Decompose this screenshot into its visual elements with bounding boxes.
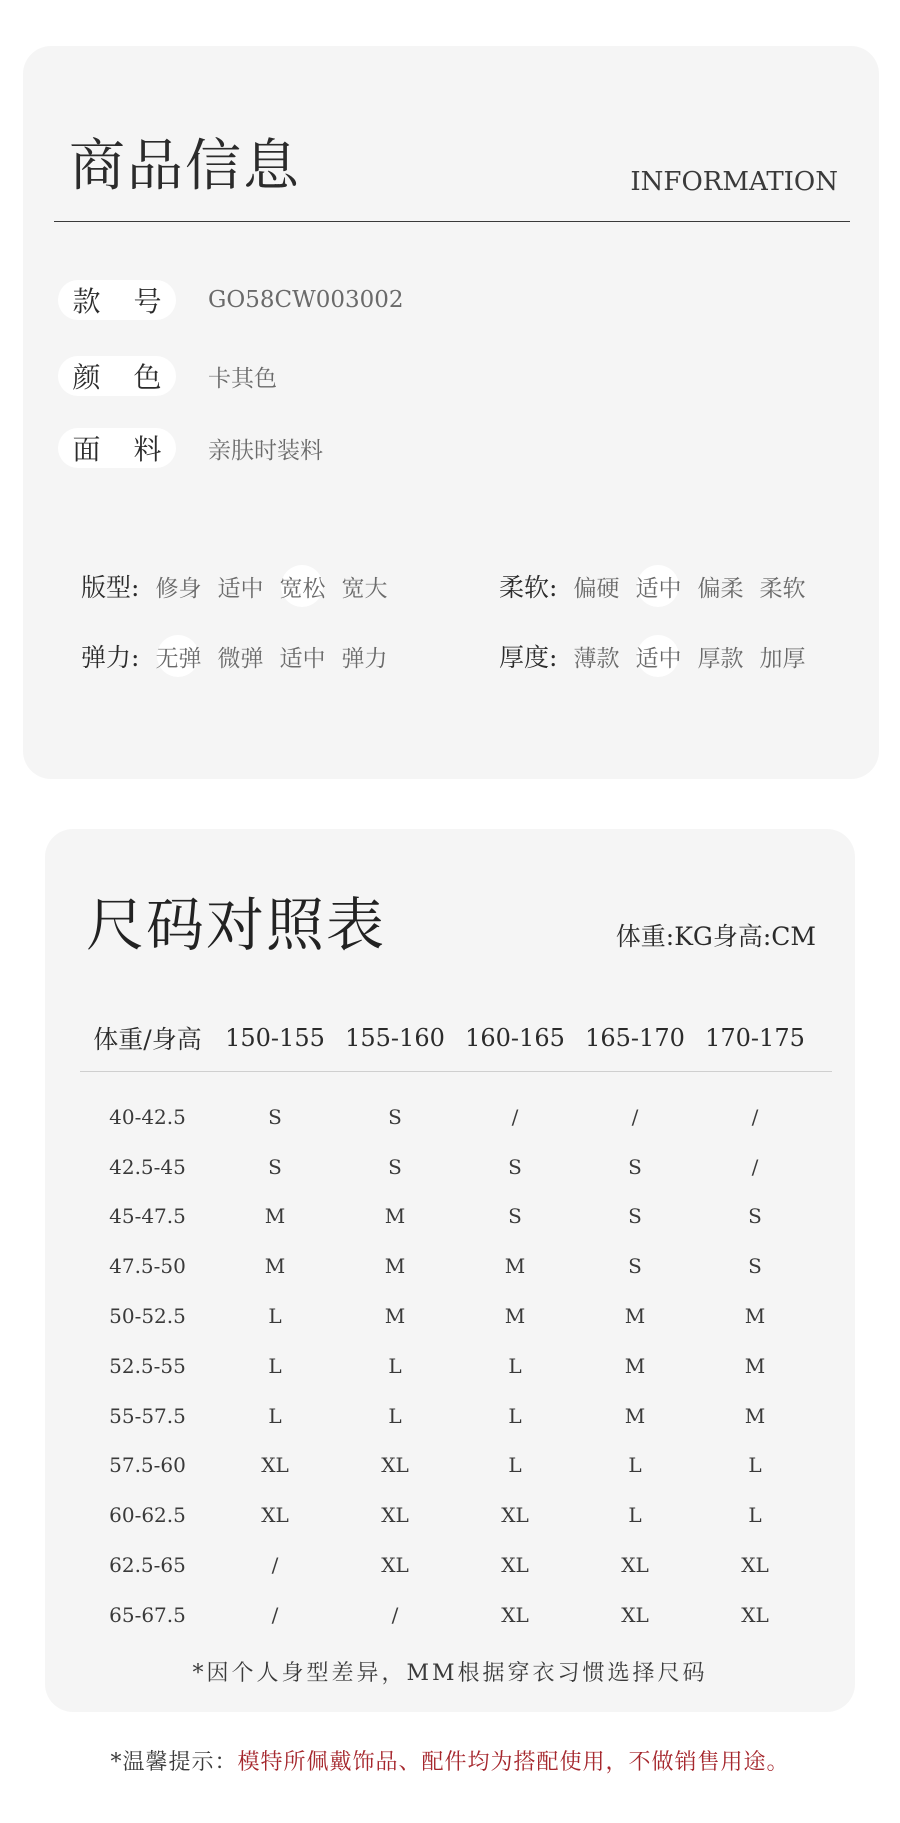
size-table-size-cell: XL (381, 1453, 409, 1478)
size-table-size-cell: XL (381, 1503, 409, 1528)
footer-tip-prefix: *温馨提示： (110, 1750, 238, 1775)
size-table-size-cell: S (748, 1204, 762, 1229)
size-table-size-cell: M (624, 1403, 646, 1428)
size-table-size-cell: L (388, 1403, 402, 1428)
size-table-size-cell: L (628, 1503, 642, 1528)
attr-stretch-option: 适中 (279, 645, 326, 672)
size-table-size-cell: L (268, 1403, 282, 1428)
size-table-size-cell: S (508, 1154, 522, 1179)
size-table-size-cell: M (744, 1403, 766, 1428)
size-table-size-cell: / (271, 1602, 279, 1627)
attr-fit-label: 版型: (81, 573, 140, 602)
size-table-size-cell: / (631, 1104, 639, 1129)
size-table-size-cell: L (508, 1353, 522, 1378)
attr-thickness-option: 厚款 (697, 645, 744, 672)
attr-stretch (81, 634, 395, 678)
size-table-weight-cell: 45-47.5 (109, 1204, 186, 1229)
attr-softness-option: 偏柔 (697, 575, 744, 602)
size-table-size-cell: M (624, 1353, 646, 1378)
size-table-height-header: 150-155 (225, 1024, 325, 1052)
attr-softness (499, 564, 813, 608)
size-table-height-header: 170-175 (705, 1024, 805, 1052)
size-table-size-cell: / (271, 1553, 279, 1578)
size-table-row (80, 1142, 832, 1192)
size-table-size-cell: M (264, 1254, 286, 1279)
size-table-height-header: 165-170 (585, 1024, 685, 1052)
size-table-size-cell: / (391, 1602, 399, 1627)
size-table-size-cell: XL (501, 1602, 529, 1627)
field-label-fabric: 面 料 (58, 428, 176, 468)
title-divider (54, 221, 850, 222)
size-table-weight-cell: 60-62.5 (109, 1503, 186, 1528)
size-table-size-cell: L (268, 1353, 282, 1378)
size-table-header-divider (80, 1071, 832, 1072)
size-table-weight-cell: 57.5-60 (109, 1453, 186, 1478)
size-table-size-cell: M (744, 1353, 766, 1378)
product-info-subtitle: INFORMATION (630, 167, 838, 197)
attr-fit-option: 适中 (217, 575, 264, 602)
attr-stretch-option: 弹力 (341, 645, 388, 672)
attr-fit-option: 修身 (155, 575, 202, 602)
size-table-weight-cell: 42.5-45 (109, 1154, 186, 1179)
size-table-row (80, 1590, 832, 1640)
size-table-size-cell: XL (381, 1553, 409, 1578)
field-color (58, 356, 277, 396)
attr-softness-option-selected: 适中 (627, 570, 689, 603)
footer-tip (0, 1745, 900, 1776)
size-table-size-cell: L (268, 1304, 282, 1329)
size-table-size-cell: S (388, 1154, 402, 1179)
field-value-fabric: 亲肤时装料 (208, 437, 323, 464)
field-label-style-number: 款 号 (58, 280, 176, 320)
size-table-size-cell: M (744, 1304, 766, 1329)
size-table-size-cell: L (388, 1353, 402, 1378)
size-table-size-cell: L (748, 1453, 762, 1478)
size-table-height-header: 160-165 (465, 1024, 565, 1052)
field-label-color: 颜 色 (58, 356, 176, 396)
size-table-size-cell: M (384, 1204, 406, 1229)
size-table-size-cell: L (628, 1453, 642, 1478)
size-table-size-cell: XL (741, 1553, 769, 1578)
size-table-size-cell: XL (741, 1602, 769, 1627)
size-table-weight-cell: 52.5-55 (109, 1353, 186, 1378)
size-table-row (80, 1192, 832, 1242)
field-value-color: 卡其色 (208, 365, 277, 392)
attr-fit (81, 564, 395, 608)
size-table-size-cell: XL (501, 1553, 529, 1578)
attr-stretch-label: 弹力: (81, 643, 140, 672)
attr-thickness-option: 薄款 (573, 645, 620, 672)
size-table-size-cell: XL (621, 1553, 649, 1578)
size-table-size-cell: S (508, 1204, 522, 1229)
size-table-size-cell: XL (261, 1503, 289, 1528)
size-table-row (80, 1291, 832, 1341)
size-table-weight-cell: 40-42.5 (109, 1104, 186, 1129)
size-table-weight-cell: 50-52.5 (109, 1304, 186, 1329)
footer-tip-body: 模特所佩戴饰品、配件均为搭配使用，不做销售用途。 (237, 1750, 790, 1775)
size-table-size-cell: M (624, 1304, 646, 1329)
size-table-size-cell: XL (621, 1602, 649, 1627)
size-table-size-cell: S (628, 1254, 642, 1279)
size-table-size-cell: S (628, 1154, 642, 1179)
size-table-row (80, 1391, 832, 1441)
size-table-size-cell: M (504, 1254, 526, 1279)
size-table-size-cell: M (504, 1304, 526, 1329)
size-table-size-cell: / (511, 1104, 519, 1129)
size-table-size-cell: M (384, 1254, 406, 1279)
size-chart-title: 尺码对照表 (86, 891, 387, 959)
size-table-size-cell: S (268, 1104, 282, 1129)
size-table-size-cell: XL (501, 1503, 529, 1528)
size-table-size-cell: S (268, 1154, 282, 1179)
size-table-size-cell: / (751, 1104, 759, 1129)
size-chart-note: *因个人身型差异，MM根据穿衣习惯选择尺码 (192, 1661, 708, 1686)
attr-fit-option: 宽大 (341, 575, 388, 602)
size-table-size-cell: / (751, 1154, 759, 1179)
attr-thickness-option: 加厚 (759, 645, 806, 672)
size-table-size-cell: XL (261, 1453, 289, 1478)
size-table-body (80, 1092, 832, 1640)
size-table-size-cell: L (508, 1403, 522, 1428)
attr-softness-option: 柔软 (759, 575, 806, 602)
size-table-row (80, 1241, 832, 1291)
field-value-style-number: GO58CW003002 (208, 287, 404, 313)
product-info-title: 商品信息 (69, 134, 301, 199)
size-table-row (80, 1441, 832, 1491)
size-table-weight-cell: 47.5-50 (109, 1254, 186, 1279)
attr-stretch-option: 微弹 (217, 645, 264, 672)
field-style-number (58, 280, 404, 320)
attr-softness-label: 柔软: (499, 573, 558, 602)
size-table-header (80, 1018, 832, 1058)
size-table-row (80, 1341, 832, 1391)
attr-thickness (499, 634, 813, 678)
size-table-corner-header: 体重/身高 (93, 1025, 202, 1054)
size-table-row (80, 1092, 832, 1142)
size-chart-unit: 体重:KG身高:CM (615, 922, 816, 951)
attr-thickness-option-selected: 适中 (627, 640, 689, 673)
size-table-row (80, 1490, 832, 1540)
size-table-size-cell: L (508, 1453, 522, 1478)
size-table-weight-cell: 55-57.5 (109, 1403, 186, 1428)
size-table-size-cell: S (748, 1254, 762, 1279)
size-table-weight-cell: 62.5-65 (109, 1553, 186, 1578)
size-table-size-cell: S (388, 1104, 402, 1129)
attr-stretch-option-selected: 无弹 (147, 640, 209, 673)
size-table-size-cell: M (384, 1304, 406, 1329)
attr-softness-option: 偏硬 (573, 575, 620, 602)
attr-thickness-label: 厚度: (499, 643, 558, 672)
size-table-size-cell: L (748, 1503, 762, 1528)
size-table-size-cell: M (264, 1204, 286, 1229)
size-table-weight-cell: 65-67.5 (109, 1602, 186, 1627)
attr-fit-option-selected: 宽松 (271, 570, 333, 603)
size-table-row (80, 1540, 832, 1590)
size-table-height-header: 155-160 (345, 1024, 445, 1052)
field-fabric (58, 428, 323, 468)
size-table-size-cell: S (628, 1204, 642, 1229)
